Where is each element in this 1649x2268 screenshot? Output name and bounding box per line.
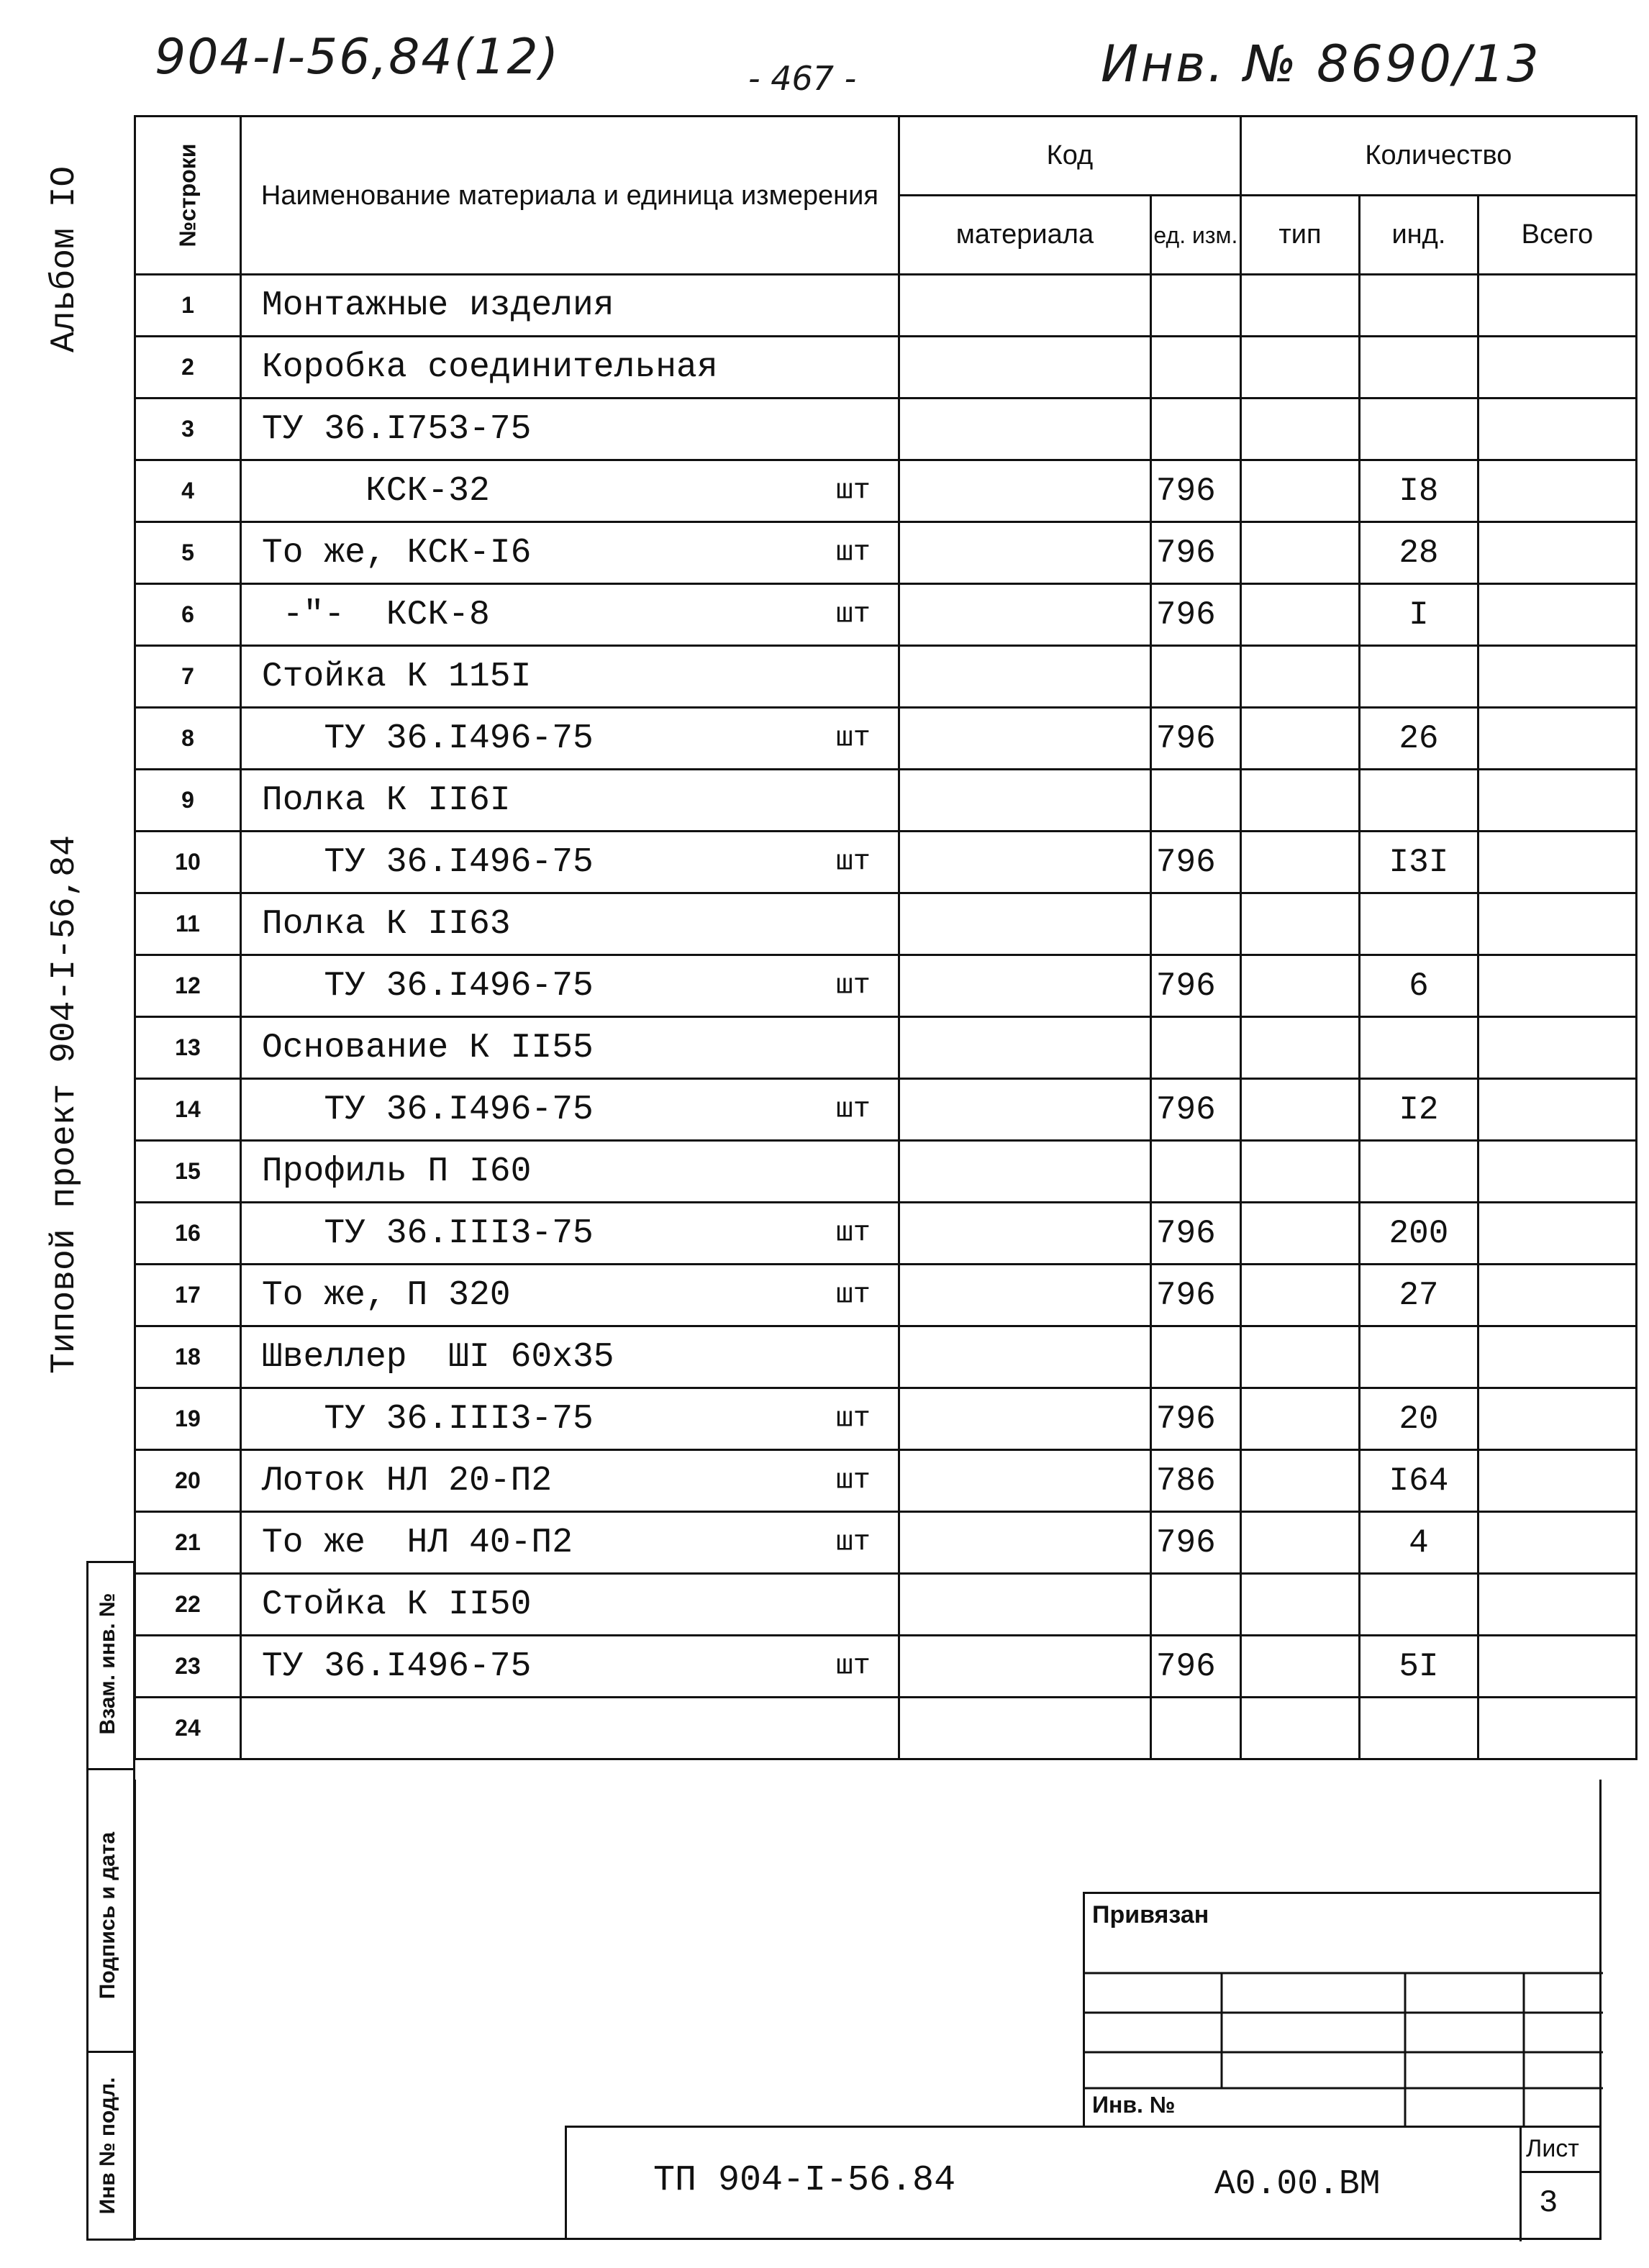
row-number-cell: 1 <box>135 275 241 337</box>
material-name-cell <box>240 1450 899 1512</box>
material-code-cell <box>899 832 1150 893</box>
qty-type-cell <box>1240 955 1359 1017</box>
qty-ind-cell <box>1359 646 1478 708</box>
material-name: То же, П 320 <box>261 1275 511 1315</box>
row-number-cell: 12 <box>135 955 241 1017</box>
qty-total-cell <box>1478 1388 1636 1450</box>
material-name-cell <box>240 1698 899 1759</box>
qty-type-cell <box>1240 708 1359 770</box>
material-name-cell <box>240 1203 899 1265</box>
row-number-cell: 16 <box>135 1203 241 1265</box>
table-body <box>135 275 1637 1759</box>
unit-code-cell: 796 <box>1150 1203 1240 1265</box>
qty-ind-cell: 27 <box>1359 1265 1478 1326</box>
header-row-no: №строки <box>135 117 241 275</box>
unit-label: шт <box>835 475 871 507</box>
unit-label: шт <box>835 537 871 569</box>
project-label: Типовой проект 904-I-56,84 <box>45 835 84 1374</box>
material-code-cell <box>899 399 1150 460</box>
unit-code-cell: 796 <box>1150 1265 1240 1326</box>
qty-total-cell <box>1478 1512 1636 1574</box>
qty-type-cell <box>1240 275 1359 337</box>
qty-total-cell <box>1478 1141 1636 1203</box>
qty-ind-cell: 26 <box>1359 708 1478 770</box>
qty-ind-cell <box>1359 770 1478 832</box>
material-name: Стойка К II50 <box>261 1585 532 1624</box>
table-row <box>135 646 1637 708</box>
material-code-cell <box>899 1141 1150 1203</box>
row-number-cell: 21 <box>135 1512 241 1574</box>
row-number-cell: 19 <box>135 1388 241 1450</box>
table-row <box>135 460 1637 522</box>
qty-total-cell <box>1478 1698 1636 1759</box>
unit-code-cell <box>1150 893 1240 955</box>
table-row <box>135 1079 1637 1141</box>
unit-code-cell: 796 <box>1150 955 1240 1017</box>
unit-code-cell <box>1150 1141 1240 1203</box>
qty-ind-cell: I8 <box>1359 460 1478 522</box>
material-name: ТУ 36.I496-75 <box>261 1090 594 1129</box>
table-row <box>135 1574 1637 1636</box>
qty-ind-cell: 4 <box>1359 1512 1478 1574</box>
table-row <box>135 1141 1637 1203</box>
unit-code-cell: 796 <box>1150 708 1240 770</box>
qty-ind-cell <box>1359 1141 1478 1203</box>
row-number-cell: 20 <box>135 1450 241 1512</box>
sheet-box <box>1519 2128 1601 2241</box>
material-name-cell <box>240 770 899 832</box>
table-row <box>135 399 1637 460</box>
unit-code-cell: 796 <box>1150 460 1240 522</box>
material-code-cell <box>899 708 1150 770</box>
material-name: ТУ 36.I753-75 <box>261 409 532 449</box>
table-row <box>135 955 1637 1017</box>
material-name-cell <box>240 708 899 770</box>
qty-total-cell <box>1478 1203 1636 1265</box>
material-name: ТУ 36.I496-75 <box>261 842 594 882</box>
row-number-cell: 3 <box>135 399 241 460</box>
qty-total-cell <box>1478 893 1636 955</box>
material-name-cell <box>240 646 899 708</box>
material-code-cell <box>899 1079 1150 1141</box>
unit-code-cell <box>1150 646 1240 708</box>
material-name-cell <box>240 893 899 955</box>
material-code-cell <box>899 1265 1150 1326</box>
material-name: Коробка соединительная <box>261 347 718 387</box>
qty-ind-cell: I3I <box>1359 832 1478 893</box>
qty-type-cell <box>1240 584 1359 646</box>
material-code-cell <box>899 584 1150 646</box>
material-code-cell <box>899 1450 1150 1512</box>
qty-type-cell <box>1240 1636 1359 1698</box>
qty-total-cell <box>1478 1636 1636 1698</box>
material-name-cell <box>240 460 899 522</box>
material-code-cell <box>899 893 1150 955</box>
unit-code-cell <box>1150 1017 1240 1079</box>
material-code-cell <box>899 1698 1150 1759</box>
qty-total-cell <box>1478 1574 1636 1636</box>
material-name-cell <box>240 337 899 399</box>
material-name-cell <box>240 1265 899 1326</box>
stamp-replace-label: Взам. инв. № <box>96 1593 119 1735</box>
row-number-cell: 23 <box>135 1636 241 1698</box>
material-name: ТУ 36.I496-75 <box>261 966 594 1006</box>
materials-table <box>134 115 1637 1760</box>
table-row <box>135 832 1637 893</box>
material-name-cell <box>240 1141 899 1203</box>
header-qty-total: Всего <box>1478 196 1636 275</box>
stamp-sign-label: Подпись и дата <box>96 1831 119 2000</box>
sheet-divider <box>1522 2171 1601 2173</box>
header-qty-type: тип <box>1240 196 1359 275</box>
title-block <box>565 2126 1601 2239</box>
table-row <box>135 522 1637 584</box>
material-code-cell <box>899 1017 1150 1079</box>
qty-type-cell <box>1240 1698 1359 1759</box>
qty-total-cell <box>1478 1079 1636 1141</box>
qty-ind-cell <box>1359 893 1478 955</box>
qty-type-cell <box>1240 522 1359 584</box>
row-number-cell: 15 <box>135 1141 241 1203</box>
qty-type-cell <box>1240 832 1359 893</box>
material-name-cell <box>240 584 899 646</box>
qty-ind-cell: 20 <box>1359 1388 1478 1450</box>
row-number-cell: 4 <box>135 460 241 522</box>
material-code-cell <box>899 1203 1150 1265</box>
qty-type-cell <box>1240 337 1359 399</box>
table-row <box>135 1265 1637 1326</box>
material-name: Стойка К 115I <box>261 657 532 696</box>
qty-total-cell <box>1478 1326 1636 1388</box>
material-name-cell <box>240 399 899 460</box>
row-number-cell: 6 <box>135 584 241 646</box>
qty-ind-cell <box>1359 1574 1478 1636</box>
unit-label: шт <box>835 1093 871 1126</box>
qty-total-cell <box>1478 522 1636 584</box>
unit-code-cell: 796 <box>1150 584 1240 646</box>
qty-total-cell <box>1478 1265 1636 1326</box>
row-number-cell: 7 <box>135 646 241 708</box>
material-name-cell <box>240 1636 899 1698</box>
qty-type-cell <box>1240 646 1359 708</box>
material-name-cell <box>240 522 899 584</box>
material-name: -"- КСК-8 <box>261 595 490 634</box>
unit-code-cell <box>1150 770 1240 832</box>
unit-code-cell <box>1150 399 1240 460</box>
row-number-cell: 8 <box>135 708 241 770</box>
material-name: ТУ 36.I496-75 <box>261 719 594 758</box>
table-row <box>135 1388 1637 1450</box>
unit-code-cell <box>1150 1698 1240 1759</box>
header-qty-ind: инд. <box>1359 196 1478 275</box>
qty-total-cell <box>1478 1450 1636 1512</box>
qty-type-cell <box>1240 893 1359 955</box>
qty-ind-cell: 5I <box>1359 1636 1478 1698</box>
qty-ind-cell <box>1359 275 1478 337</box>
unit-code-cell: 796 <box>1150 1388 1240 1450</box>
qty-ind-cell: 200 <box>1359 1203 1478 1265</box>
album-label: Альбом IO <box>45 165 84 352</box>
qty-type-cell <box>1240 1388 1359 1450</box>
unit-label: шт <box>835 1526 871 1559</box>
unit-code-cell: 796 <box>1150 1079 1240 1141</box>
qty-type-cell <box>1240 1203 1359 1265</box>
header-code: Код <box>899 117 1240 196</box>
qty-ind-cell <box>1359 399 1478 460</box>
unit-label: шт <box>835 1279 871 1311</box>
material-name: Профиль П I60 <box>261 1152 532 1191</box>
material-code-cell <box>899 1574 1150 1636</box>
row-number-cell: 22 <box>135 1574 241 1636</box>
qty-total-cell <box>1478 584 1636 646</box>
qty-type-cell <box>1240 770 1359 832</box>
row-number-cell: 18 <box>135 1326 241 1388</box>
qty-ind-cell <box>1359 337 1478 399</box>
qty-ind-cell <box>1359 1017 1478 1079</box>
qty-type-cell <box>1240 1265 1359 1326</box>
material-name-cell <box>240 1017 899 1079</box>
material-code-cell <box>899 522 1150 584</box>
material-name-cell <box>240 1512 899 1574</box>
material-name: ТУ 36.I496-75 <box>261 1647 532 1686</box>
material-name: Лоток НЛ 20-П2 <box>261 1461 553 1500</box>
material-code-cell <box>899 770 1150 832</box>
qty-total-cell <box>1478 1017 1636 1079</box>
unit-code-cell: 796 <box>1150 1512 1240 1574</box>
qty-type-cell <box>1240 1017 1359 1079</box>
qty-type-cell <box>1240 1574 1359 1636</box>
table-row <box>135 893 1637 955</box>
material-name: То же НЛ 40-П2 <box>261 1523 573 1562</box>
qty-ind-cell: I2 <box>1359 1079 1478 1141</box>
table-row <box>135 1636 1637 1698</box>
unit-label: шт <box>835 1465 871 1497</box>
header-code-material: материала <box>899 196 1150 275</box>
unit-label: шт <box>835 1217 871 1249</box>
table-row <box>135 584 1637 646</box>
row-number-cell: 2 <box>135 337 241 399</box>
material-code-cell <box>899 460 1150 522</box>
unit-code-cell: 796 <box>1150 1636 1240 1698</box>
material-name: ТУ 36.III3-75 <box>261 1213 594 1253</box>
qty-total-cell <box>1478 646 1636 708</box>
material-name-cell <box>240 275 899 337</box>
qty-ind-cell: 6 <box>1359 955 1478 1017</box>
qty-total-cell <box>1478 832 1636 893</box>
qty-total-cell <box>1478 275 1636 337</box>
material-name-cell <box>240 1574 899 1636</box>
row-number-cell: 5 <box>135 522 241 584</box>
title-code: А0.00.ВМ <box>1214 2165 1381 2204</box>
material-code-cell <box>899 1388 1150 1450</box>
material-code-cell <box>899 1636 1150 1698</box>
sheet-label: Лист <box>1526 2135 1579 2162</box>
binding-label: Привязан <box>1092 1901 1209 1928</box>
qty-total-cell <box>1478 460 1636 522</box>
unit-label: шт <box>835 970 871 1002</box>
unit-code-cell: 796 <box>1150 522 1240 584</box>
table-row <box>135 1450 1637 1512</box>
material-name: ТУ 36.III3-75 <box>261 1399 594 1439</box>
qty-total-cell <box>1478 770 1636 832</box>
header-qty: Количество <box>1240 117 1636 196</box>
row-number-cell: 24 <box>135 1698 241 1759</box>
row-number-cell: 17 <box>135 1265 241 1326</box>
qty-total-cell <box>1478 708 1636 770</box>
qty-type-cell <box>1240 1450 1359 1512</box>
qty-total-cell <box>1478 399 1636 460</box>
material-name-cell <box>240 832 899 893</box>
document-code: 904-I-56,84(12) <box>155 29 560 86</box>
qty-ind-cell <box>1359 1698 1478 1759</box>
material-name: Полка К II63 <box>261 904 511 944</box>
unit-code-cell: 786 <box>1150 1450 1240 1512</box>
qty-total-cell <box>1478 955 1636 1017</box>
qty-ind-cell <box>1359 1326 1478 1388</box>
material-name-cell <box>240 1388 899 1450</box>
header-code-unit: ед. изм. <box>1150 196 1240 275</box>
unit-label: шт <box>835 1403 871 1435</box>
qty-type-cell <box>1240 1141 1359 1203</box>
material-name: Полка К II6I <box>261 780 511 820</box>
material-name-cell <box>240 1326 899 1388</box>
qty-total-cell <box>1478 337 1636 399</box>
material-code-cell <box>899 646 1150 708</box>
row-number-cell: 11 <box>135 893 241 955</box>
qty-type-cell <box>1240 1326 1359 1388</box>
qty-type-cell <box>1240 460 1359 522</box>
unit-code-cell <box>1150 1574 1240 1636</box>
unit-code-cell: 796 <box>1150 832 1240 893</box>
stamp-column <box>86 1561 135 2241</box>
table-row <box>135 1512 1637 1574</box>
material-code-cell <box>899 955 1150 1017</box>
material-name: То же, КСК-I6 <box>261 533 532 573</box>
row-number-cell: 13 <box>135 1017 241 1079</box>
row-number-cell: 10 <box>135 832 241 893</box>
material-name: Основание К II55 <box>261 1028 594 1067</box>
inventory-number: Инв. № 8690/13 <box>1101 35 1541 94</box>
unit-code-cell <box>1150 337 1240 399</box>
material-name-cell <box>240 1079 899 1141</box>
table-row <box>135 1017 1637 1079</box>
qty-ind-cell: I64 <box>1359 1450 1478 1512</box>
table-row <box>135 708 1637 770</box>
material-name: Монтажные изделия <box>261 286 614 325</box>
table-row <box>135 275 1637 337</box>
header-name: Наименование материала и единица измерения <box>240 117 899 275</box>
binding-inv-label: Инв. № <box>1092 2092 1176 2118</box>
material-name-cell <box>240 955 899 1017</box>
binding-block <box>1083 1892 1601 2126</box>
sheet-number: 3 <box>1539 2185 1558 2221</box>
unit-code-cell <box>1150 275 1240 337</box>
title-document: ТП 904-I-56.84 <box>653 2160 956 2201</box>
material-code-cell <box>899 1326 1150 1388</box>
unit-label: шт <box>835 1650 871 1682</box>
unit-code-cell <box>1150 1326 1240 1388</box>
material-name: Швеллер ШI 60х35 <box>261 1337 614 1377</box>
material-name: КСК-32 <box>261 471 490 511</box>
unit-label: шт <box>835 722 871 755</box>
table-row <box>135 1698 1637 1759</box>
material-code-cell <box>899 275 1150 337</box>
table-row <box>135 1203 1637 1265</box>
qty-type-cell <box>1240 1512 1359 1574</box>
qty-ind-cell: 28 <box>1359 522 1478 584</box>
table-row <box>135 337 1637 399</box>
unit-label: шт <box>835 846 871 878</box>
unit-label: шт <box>835 598 871 631</box>
row-number-cell: 14 <box>135 1079 241 1141</box>
qty-type-cell <box>1240 399 1359 460</box>
stamp-orig-label: Инв № подл. <box>96 2077 119 2215</box>
page-number: - 467 - <box>748 59 857 98</box>
qty-ind-cell: I <box>1359 584 1478 646</box>
table-row <box>135 1326 1637 1388</box>
table-row <box>135 770 1637 832</box>
material-code-cell <box>899 1512 1150 1574</box>
qty-type-cell <box>1240 1079 1359 1141</box>
row-number-cell: 9 <box>135 770 241 832</box>
material-code-cell <box>899 337 1150 399</box>
